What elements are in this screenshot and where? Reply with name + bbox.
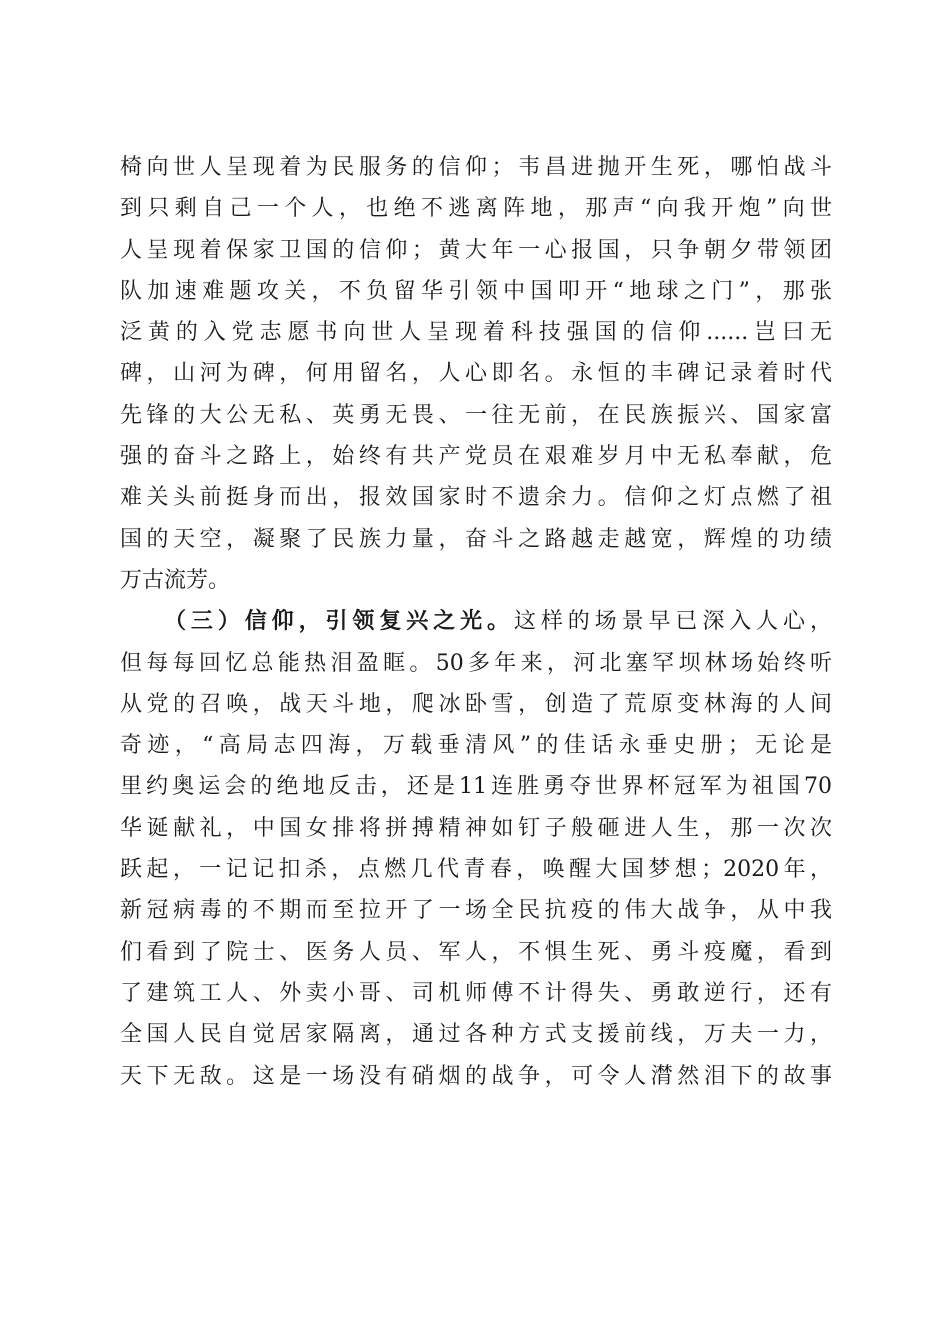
paragraph-line: 到只剩自己一个人，也绝不逃离阵地，那声“向我开炮”向世 (120, 196, 832, 222)
paragraph-2 (120, 601, 832, 1097)
paragraph-line: 华诞献礼，中国女排将拼搏精神如钉子般砸进人生，那一次次 (120, 815, 832, 841)
paragraph-line: 里约奥运会的绝地反击，还是11连胜勇夺世界杯冠军为祖国70 (120, 774, 832, 800)
paragraph-line: 奇迹，“高局志四海，万载垂清风”的佳话永垂史册；无论是 (120, 733, 832, 759)
paragraph-line: 碑，山河为碑，何用留名，人心即名。永恒的丰碑记录着时代 (120, 361, 832, 387)
paragraph-line: 椅向世人呈现着为民服务的信仰；韦昌进抛开生死，哪怕战斗 (120, 155, 832, 180)
paragraph-text: 这样的场景早已深入人心， (513, 609, 832, 635)
paragraph-line: 国的天空，凝聚了民族力量，奋斗之路越走越宽，辉煌的功绩 (120, 526, 832, 552)
paragraph-line: 但每每回忆总能热泪盈眶。50多年来，河北塞罕坝林场始终听 (120, 650, 832, 676)
paragraph-line: 泛黄的入党志愿书向世人呈现着科技强国的信仰......岂曰无 (120, 320, 832, 346)
paragraph-line: 强的奋斗之路上，始终有共产党员在艰难岁月中无私奉献，危 (120, 444, 832, 470)
document-body (120, 147, 832, 1097)
paragraph-line: 全国人民自觉居家隔离，通过各种方式支援前线，万夫一力， (120, 1022, 832, 1048)
paragraph-line: 难关头前挺身而出，报效国家时不遗余力。信仰之灯点燃了祖 (120, 485, 832, 511)
paragraph-line: 人呈现着保家卫国的信仰；黄大年一心报国，只争朝夕带领团 (120, 237, 832, 263)
paragraph-1 (120, 147, 832, 601)
paragraph-line: 了建筑工人、外卖小哥、司机师傅不计得失、勇敢逆行，还有 (120, 980, 832, 1006)
paragraph-line: 万古流芳。 (120, 567, 231, 593)
section-heading: （三）信仰，引领复兴之光。 (164, 608, 514, 635)
paragraph-line: 先锋的大公无私、英勇无畏、一往无前，在民族振兴、国家富 (120, 402, 832, 428)
paragraph-first-line (120, 601, 832, 642)
paragraph-line: 跃起，一记记扣杀，点燃几代青春，唤醒大国梦想；2020年， (120, 857, 832, 883)
paragraph-line: 新冠病毒的不期而至拉开了一场全民抗疫的伟大战争，从中我 (120, 898, 832, 924)
paragraph-line: 们看到了院士、医务人员、军人，不惧生死、勇斗疫魔，看到 (120, 939, 832, 965)
paragraph-line: 队加速难题攻关，不负留华引领中国叩开“地球之门”，那张 (120, 278, 832, 304)
paragraph-line: 天下无敌。这是一场没有硝烟的战争，可令人潸然泪下的故事 (120, 1063, 832, 1089)
paragraph-line: 从党的召唤，战天斗地，爬冰卧雪，创造了荒原变林海的人间 (120, 691, 832, 717)
